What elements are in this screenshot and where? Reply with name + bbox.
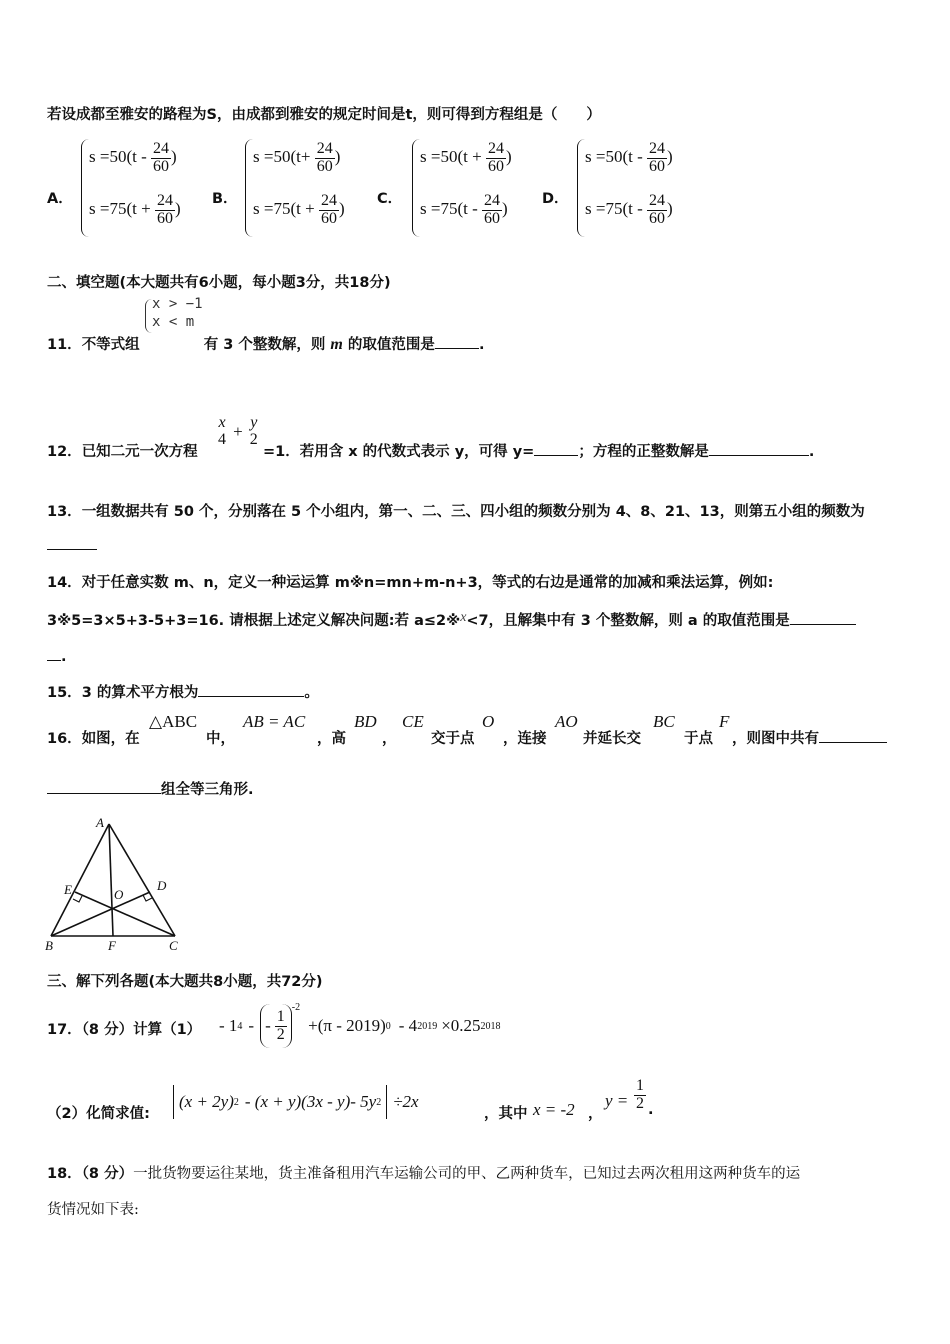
q12-blank-y [534, 441, 578, 456]
altitude-bd [51, 892, 150, 936]
option-c-eq1: s =50(t + [420, 147, 482, 167]
option-d-eq1: s =50(t - [585, 147, 643, 167]
label-o: O [114, 887, 124, 902]
label-d: D [157, 878, 167, 893]
right-angle-e [73, 896, 82, 902]
side-ab [51, 824, 109, 936]
q11: x > −1 x < m 11．不等式组 有 3 个整数解，则 m 的取值范围是 . [47, 296, 485, 353]
q11-blank [435, 334, 479, 349]
q18-line1: 18．（8 分）一批货物要运往某地，货主准备租用汽车运输公司的甲、乙两种货车，已知过去两次租用这两种货车的运 [47, 1166, 801, 1182]
q12: 12．已知二元一次方程 x 4 + y 2 =1．若用含 x 的代数式表示 y，可得 y= ；方程的正整数解是 . [47, 414, 815, 460]
q11-system-line1: x > −1 [152, 296, 203, 312]
q16-line1: 16．如图，在 △ABC 中， AB = AC ，高 BD ， CE 交于点 O ，连接 AO 并延长交 BC 于点 F ，则图中共有 [47, 712, 907, 752]
q14-line3: . [47, 646, 67, 665]
option-b-eq1: s =50(t+ [253, 147, 311, 167]
segment-af [109, 824, 113, 936]
q12-blank-solution [709, 441, 809, 456]
q16-blank-b [47, 779, 161, 794]
q14-line1: 14．对于任意实数 m、n，定义一种运运算 m※n=mn+m-n+3，等式的右边是通常的加减和乘法运算，例如: [47, 575, 774, 591]
q14-line2: 3※5=3×5+3-5+3=16. 请根据上述定义解决问题:若 a≤2※x<7，且解集中有 3 个整数解，则 a 的取值范围是 [47, 609, 856, 630]
label-b: B [45, 938, 53, 952]
q16-line2: 组全等三角形. [47, 778, 254, 799]
label-a: A [96, 815, 104, 830]
option-b-label: B． [212, 191, 238, 207]
label-c: C [169, 938, 178, 952]
q13: 13．一组数据共有 50 个，分别落在 5 个小组内，第一、二、三、四小组的频数分别为 4、8、21、13，则第五小组的频数为 [47, 504, 865, 520]
q14-blank [790, 610, 856, 625]
label-e: E [64, 882, 72, 897]
option-b-eq2: s =75(t + [253, 199, 315, 219]
option-a-eq1: s =50(t - [89, 147, 147, 167]
q17-part1: 17．（8 分）计算（1） - 1 4 - - $\frac{1}{2}$ -2 +(π - 2019) 0 - 4 2019 ×0.25 2018 [47, 998, 907, 1053]
option-b: B． s =50(t+ $\frac{24}{60}$ ) s =75(t + $\frac{24}{60}$ ) [212, 133, 377, 243]
option-a: A． s =50(t - $\frac{24}{60}$ ) s =75(t + $\frac{24}{60}$ ) [47, 133, 207, 243]
option-a-label: A． [47, 191, 73, 207]
option-c-eq2: s =75(t - [420, 199, 478, 219]
q16-blank-a [819, 728, 887, 743]
q17-part2: （2）化简求值: (x + 2y) 2 - (x + y)(3x - y)- 5y 2 ÷2x ，其中 x = -2 ， y = $\frac{1}{2}$ . [47, 1077, 654, 1122]
q15: 15．3 的算术平方根为 。 [47, 681, 319, 702]
triangle-figure [42, 812, 192, 952]
option-d-label: D． [542, 191, 569, 207]
option-c: C． s =50(t + $\frac{24}{60}$ ) s =75(t - $\frac{24}{60}$ ) [377, 133, 547, 243]
section3-title: 三、解下列各题(本大题共8小题，共72分) [47, 974, 323, 990]
q10-stem: 若设成都至雅安的路程为S，由成都到雅安的规定时间是t，则可得到方程组是（ ） [47, 107, 601, 123]
option-d: D． s =50(t - $\frac{24}{60}$ ) s =75(t - $\frac{24}{60}$ ) [542, 133, 712, 243]
option-d-eq2: s =75(t - [585, 199, 643, 219]
q18-line2: 货情况如下表: [47, 1202, 139, 1218]
q13-blank [47, 549, 97, 550]
q11-system-line2: x < m [152, 314, 195, 330]
q15-blank [198, 682, 304, 697]
altitude-ce [75, 892, 175, 936]
option-a-eq2: s =75(t + [89, 199, 151, 219]
section2-title: 二、填空题(本大题共有6小题，每小题3分，共18分) [47, 275, 391, 291]
option-c-label: C． [377, 191, 403, 207]
label-f: F [108, 938, 116, 952]
